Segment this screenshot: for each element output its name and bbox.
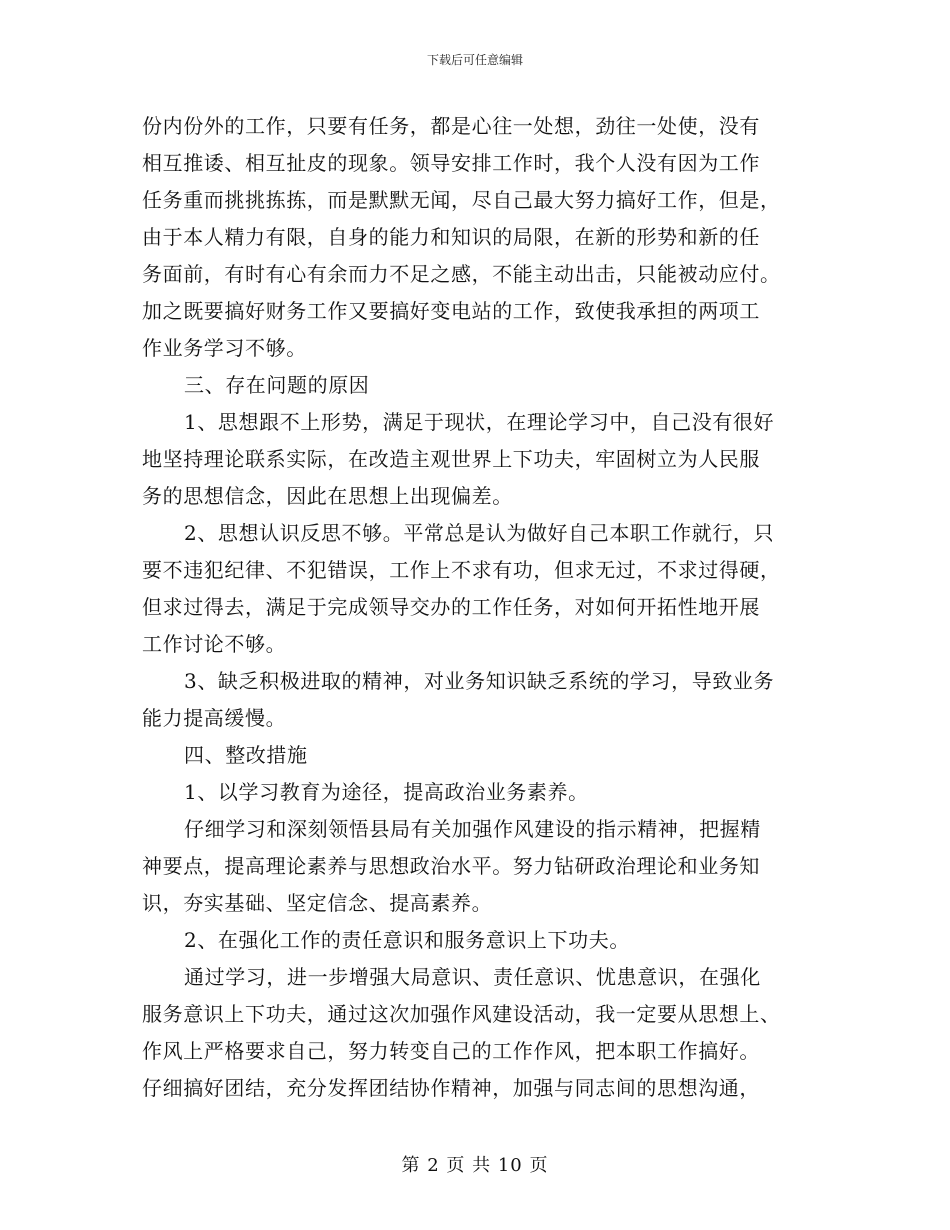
paragraph-line: 务的思想信念，因此在思想上出现偏差。 xyxy=(142,484,513,508)
paragraph-line: 仔细学习和深刻领悟县局有关加强作风建设的指示精神，把握精 xyxy=(184,817,761,841)
paragraph-line: 要不违犯纪律、不犯错误，工作上不求有功，但求无过，不求过得硬， xyxy=(142,558,781,582)
paragraph-line: 任务重而挑挑拣拣，而是默默无闻，尽自己最大努力搞好工作，但是， xyxy=(142,188,781,212)
page-header: 下载后可任意编辑 xyxy=(426,53,523,67)
paragraph-line: 3、缺乏积极进取的精神，对业务知识缺乏系统的学习，导致业务 xyxy=(184,669,775,693)
paragraph-line: 务面前，有时有心有余而力不足之感，不能主动出击，只能被动应付。 xyxy=(142,262,781,286)
paragraph-line: 能力提高缓慢。 xyxy=(142,706,287,730)
paragraph-line: 仔细搞好团结，充分发挥团结协作精神，加强与同志间的思想沟通， xyxy=(142,1076,760,1100)
section-heading: 四、整改措施 xyxy=(184,743,308,767)
page-footer: 第 2 页 共 10 页 xyxy=(401,1155,549,1176)
paragraph-line: 作风上严格要求自己，努力转变自己的工作作风，把本职工作搞好。 xyxy=(142,1039,760,1063)
paragraph-line: 工作讨论不够。 xyxy=(142,632,287,656)
paragraph-line: 2、思想认识反思不够。平常总是认为做好自己本职工作就行，只 xyxy=(184,521,775,545)
paragraph-line: 服务意识上下功夫，通过这次加强作风建设活动，我一定要从思想上、 xyxy=(142,1002,781,1026)
subsection-heading: 2、在强化工作的责任意识和服务意识上下功夫。 xyxy=(184,928,630,952)
document-body xyxy=(142,108,810,1107)
paragraph-line: 作业务学习不够。 xyxy=(142,336,307,360)
paragraph-line: 1、思想跟不上形势，满足于现状，在理论学习中，自己没有很好 xyxy=(184,410,775,434)
paragraph-line: 识，夯实基础、坚定信念、提高素养。 xyxy=(142,891,493,915)
paragraph-line: 相互推诿、相互扯皮的现象。领导安排工作时，我个人没有因为工作 xyxy=(142,151,760,175)
subsection-heading: 1、以学习教育为途径，提高政治业务素养。 xyxy=(184,780,589,804)
paragraph-line: 但求过得去，满足于完成领导交办的工作任务，对如何开拓性地开展 xyxy=(142,595,760,619)
paragraph-line: 份内份外的工作，只要有任务，都是心往一处想，劲往一处使，没有 xyxy=(142,114,760,138)
paragraph-line: 通过学习，进一步增强大局意识、责任意识、忧患意识，在强化 xyxy=(184,965,761,989)
paragraph-line: 由于本人精力有限，自身的能力和知识的局限，在新的形势和新的任 xyxy=(142,225,760,249)
paragraph-line: 地坚持理论联系实际，在改造主观世界上下功夫，牢固树立为人民服 xyxy=(142,447,760,471)
paragraph-line: 神要点，提高理论素养与思想政治水平。努力钻研政治理论和业务知 xyxy=(142,854,760,878)
section-heading: 三、存在问题的原因 xyxy=(184,373,370,397)
paragraph-line: 加之既要搞好财务工作又要搞好变电站的工作，致使我承担的两项工 xyxy=(142,299,760,323)
